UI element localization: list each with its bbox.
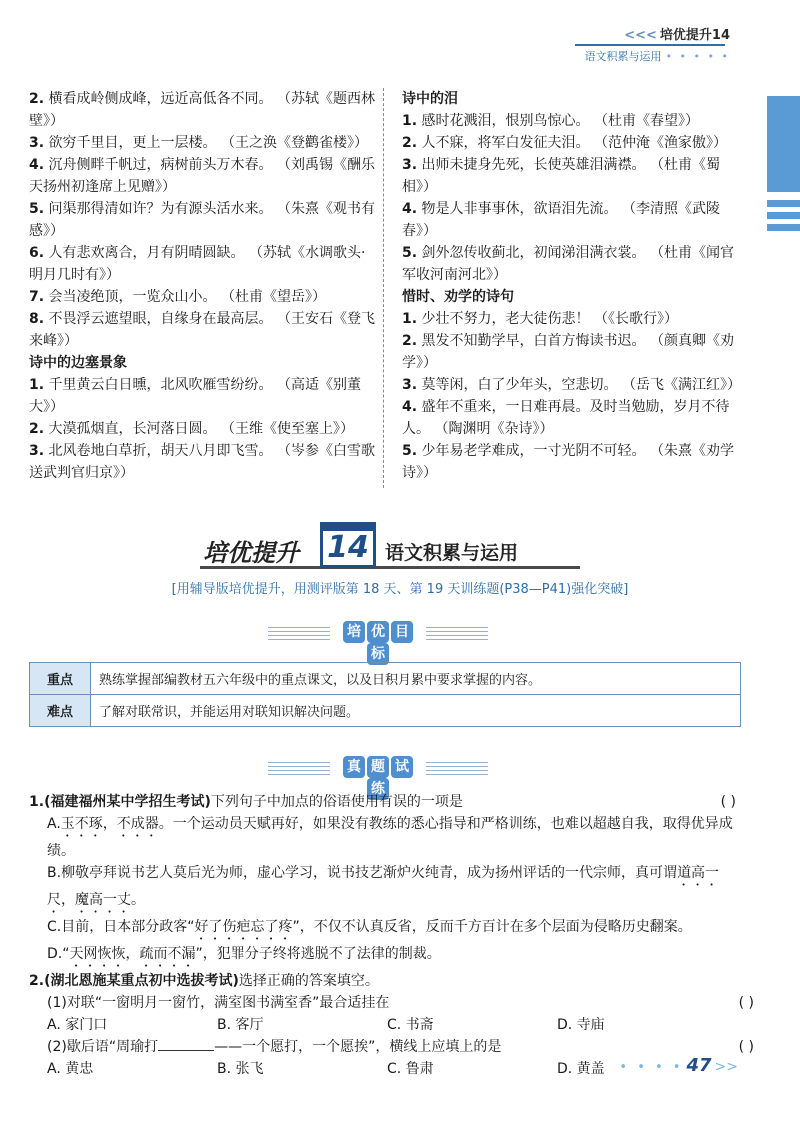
poem-column-left: [29, 88, 375, 484]
list-item: 4. 物是人非事事休，欲语泪先流。 （李清照《武陵春》）: [402, 201, 720, 239]
header-dots: • • • • •: [665, 50, 730, 63]
list-item: 3. 莫等闲，白了少年头，空悲切。 （岳飞《满江红》）: [402, 377, 741, 393]
header-rule: [575, 44, 725, 46]
option: C. 书斋: [387, 1017, 434, 1033]
page-footer: [619, 1055, 738, 1076]
answer-parens[interactable]: ( ): [738, 995, 754, 1011]
group-heading: 诗中的泪: [402, 91, 458, 107]
answer-parens[interactable]: ( ): [720, 794, 736, 810]
heading-char: 题: [367, 756, 389, 778]
dotted-proverb: 天网恢恢，疏而不漏: [69, 946, 196, 962]
option-c: C.目前，日本部分政客“好了伤疤忘了疼”，不仅不认真反省，反而千方百计在多个层面为侵略历史翻案。: [47, 919, 692, 935]
list-item: 4. 沉舟侧畔千帆过，病树前头万木春。 （刘禹锡《酬乐天扬州初逢席上见赠》）: [29, 157, 375, 195]
side-tab-stripe: [767, 212, 800, 219]
poem-column-right: [402, 88, 742, 484]
list-item: 5. 问渠那得清如许？为有源头活水来。 （朱熹《观书有感》）: [29, 201, 375, 239]
footer-arrows: >>: [714, 1059, 738, 1075]
heading-deco-lines: [426, 762, 488, 775]
option-row: [47, 1014, 744, 1036]
list-item: 3. 欲穷千里目，更上一层楼。 （王之涣《登鹳雀楼》）: [29, 135, 368, 151]
list-item: 6. 人有悲欢离合，月有阴晴圆缺。 （苏轼《水调歌头·明月几时有》）: [29, 245, 366, 283]
question-2-part-1: (1)对联“一窗明月一窗竹，满室图书满室香”最合适挂在 ( ): [47, 992, 744, 1014]
option: C. 鲁肃: [387, 1061, 434, 1077]
option: D. 黄盖: [557, 1061, 605, 1077]
option-b: B.柳敬亭拜说书艺人莫后光为师，虚心学习，说书技艺渐炉火纯青，成为扬州评话的一代宗师，真可谓道高一尺，魔高一丈。: [47, 865, 720, 908]
answer-parens[interactable]: ( ): [738, 1039, 754, 1055]
heading-char: 标: [367, 643, 389, 665]
option: B. 客厅: [217, 1017, 264, 1033]
list-item: 1. 感时花溅泪，恨别鸟惊心。 （杜甫《春望》）: [402, 113, 699, 129]
column-divider: [383, 88, 384, 488]
dotted-proverb: 玉不琢，不成器: [60, 816, 159, 832]
list-item: 3. 北风卷地白草折，胡天八月即飞雪。 （岑参《白雪歌送武判官归京》）: [29, 443, 375, 481]
banner-title-left: 培优提升: [203, 539, 299, 567]
goals-table: [29, 662, 741, 727]
option-a: A.玉不琢，不成器。一个运动员天赋再好，如果没有教练的悉心指导和严格训练，也难以超越自我，取得优异成绩。: [47, 816, 733, 859]
side-tab: [767, 96, 800, 192]
option-d: D.“天网恢恢，疏而不漏”，犯罪分子终将逃脱不了法律的制裁。: [47, 946, 441, 962]
list-item: 2. 黑发不知勤学早，白首方悔读书迟。 （颜真卿《劝学》）: [402, 333, 734, 371]
list-item: 1. 千里黄云白日曛，北风吹雁雪纷纷。 （高适《别董大》）: [29, 377, 361, 415]
running-header-title: [624, 24, 730, 43]
list-item: 1. 少壮不努力，老大徒伤悲！ （《长歌行》）: [402, 311, 678, 327]
table-value: 了解对联常识，并能运用对联知识解决问题。: [91, 695, 741, 727]
option: D. 寺庙: [557, 1017, 605, 1033]
table-row: [30, 663, 741, 695]
heading-deco-lines: [268, 627, 330, 640]
goals-heading: [268, 621, 488, 662]
study-guide-note: [用辅导版培优提升，用测评版第 18 天、第 19 天训练题(P38—P41)强化突破]: [171, 582, 629, 597]
heading-deco-lines: [268, 762, 330, 775]
banner-number-badge: 14: [320, 522, 376, 568]
question-source: (福建福州某中学招生考试): [44, 794, 211, 810]
list-item: 2. 横看成岭侧成峰，远近高低各不同。 （苏轼《题西林壁》）: [29, 91, 375, 129]
table-value: 熟练掌握部编教材五六年级中的重点课文，以及日积月累中要求掌握的内容。: [91, 663, 741, 695]
question-stem: 下列句子中加点的俗语使用有误的一项是: [210, 794, 463, 810]
heading-char: 目: [391, 621, 413, 643]
heading-char: 真: [343, 756, 365, 778]
option: A. 黄忠: [47, 1061, 94, 1077]
question-1: 1.(福建福州某中学招生考试)下列句子中加点的俗语使用有误的一项是 ( ): [29, 791, 744, 813]
option: A. 家门口: [47, 1017, 108, 1033]
list-item: 3. 出师未捷身先死，长使英雄泪满襟。 （杜甫《蜀相》）: [402, 157, 720, 195]
running-header-subtitle: [585, 48, 730, 64]
question-stem: 选择正确的答案填空。: [238, 973, 379, 989]
list-item: 7. 会当凌绝顶，一览众山小。 （杜甫《望岳》）: [29, 289, 326, 305]
list-item: 2. 大漠孤烟直，长河落日圆。 （王维《使至塞上》）: [29, 421, 354, 437]
heading-deco-lines: [426, 627, 488, 640]
page-number: 47: [686, 1055, 712, 1076]
heading-char: 培: [343, 621, 365, 643]
option: B. 张飞: [217, 1061, 264, 1077]
fill-blank[interactable]: [158, 1036, 214, 1051]
footer-dots: • • • •: [619, 1060, 684, 1075]
table-row: [30, 695, 741, 727]
header-subtitle-text: 语文积累与运用: [584, 50, 662, 63]
question-source: (湖北恩施某重点初中选拔考试): [44, 973, 239, 989]
heading-char: 优: [367, 621, 389, 643]
side-tab-stripe: [767, 200, 800, 207]
dotted-proverb: 好了伤疤忘了疼: [194, 919, 293, 935]
table-key: 难点: [30, 695, 91, 727]
dotted-proverb: 道高一尺，魔高一丈: [47, 865, 720, 908]
question-2: 2.(湖北恩施某重点初中选拔考试)选择正确的答案填空。: [29, 973, 379, 989]
header-arrows: <<<: [624, 28, 657, 43]
question-2-part-2: (2)歇后语“周瑜打 ——一个愿打，一个愿挨”，横线上应填上的是 ( ): [47, 1036, 744, 1058]
group-heading: 惜时、劝学的诗句: [402, 289, 514, 305]
list-item: 4. 盛年不重来，一日难再晨。及时当勉励，岁月不待人。 （陶渊明《杂诗》）: [402, 399, 730, 437]
questions: [29, 791, 754, 1080]
list-item: 8. 不畏浮云遮望眼，自缘身在最高层。 （王安石《登飞来峰》）: [29, 311, 375, 349]
banner-title-right: 语文积累与运用: [385, 542, 519, 564]
list-item: 5. 少年易老学难成，一寸光阴不可轻。 （朱熹《劝学诗》）: [402, 443, 734, 481]
group-heading: 诗中的边塞景象: [29, 355, 127, 371]
heading-char: 练: [367, 778, 389, 800]
side-tab-stripe: [767, 224, 800, 231]
heading-char: 试: [391, 756, 413, 778]
practice-heading: [268, 756, 488, 797]
list-item: 2. 人不寐，将军白发征夫泪。 （范仲淹《渔家傲》）: [402, 135, 727, 151]
table-key: 重点: [30, 663, 91, 695]
header-title-text: 培优提升14: [659, 28, 730, 43]
list-item: 5. 剑外忽传收蓟北，初闻涕泪满衣裳。 （杜甫《闻官军收河南河北》）: [402, 245, 734, 283]
